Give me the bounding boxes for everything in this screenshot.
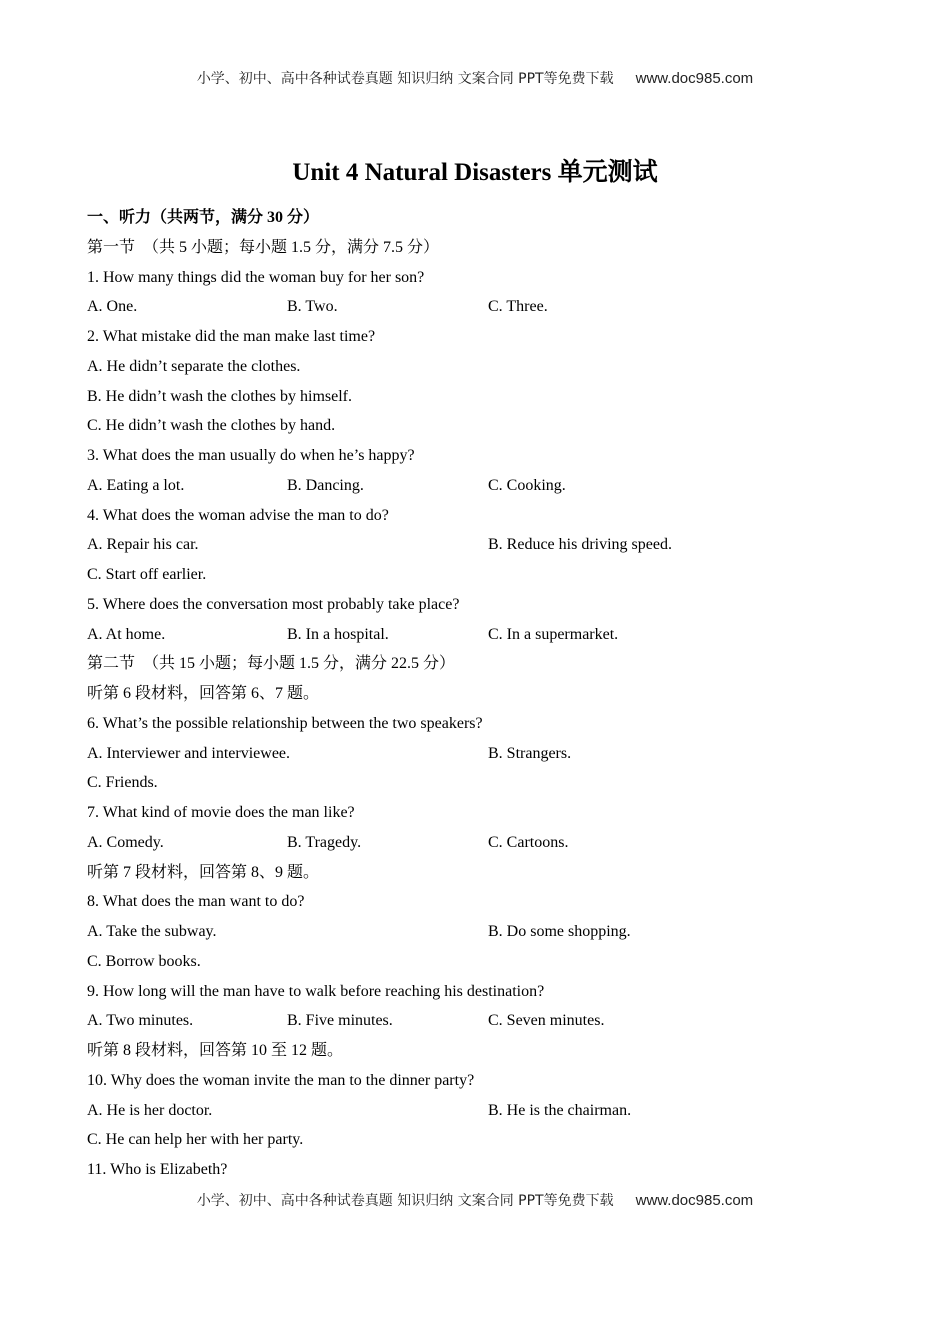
option-b: B. He is the chairman.: [488, 1101, 632, 1119]
question-stem: 4. What does the woman advise the man to do?: [87, 506, 389, 524]
option-row: [87, 530, 887, 560]
option-b: B. Dancing.: [287, 476, 364, 494]
part-heading: 第一节 （共 5 小题；每小题 1.5 分，满分 7.5 分）: [87, 238, 440, 256]
page-header: [0, 68, 950, 88]
option-row: [87, 828, 887, 858]
option-row: [87, 471, 887, 501]
option-a: A. Comedy.: [87, 833, 164, 851]
option-a: A. Eating a lot.: [87, 476, 185, 494]
header-text: 小学、初中、高中各种试卷真题 知识归纳 文案合同 PPT等免费下载: [196, 71, 614, 87]
option-row: [87, 620, 887, 650]
listening-instruction: 听第 6 段材料，回答第 6、7 题。: [87, 685, 320, 702]
option-a: A. Interviewer and interviewee.: [87, 744, 291, 762]
option-row: [87, 917, 887, 947]
option-c: C. Cooking.: [488, 476, 566, 494]
question-stem: 8. What does the man want to do?: [87, 893, 305, 911]
listening-instruction: 听第 7 段材料，回答第 8、9 题。: [87, 863, 320, 881]
option-b: B. Two.: [287, 298, 338, 316]
option-a: A. Take the subway.: [87, 923, 217, 940]
part-heading: 第二节 （共 15 小题；每小题 1.5 分，满分 22.5 分）: [87, 655, 456, 673]
option-row: [87, 1006, 887, 1036]
option-a: A. Two minutes.: [87, 1012, 194, 1030]
option-b: B. Reduce his driving speed.: [488, 536, 672, 554]
option-b: B. Tragedy.: [287, 833, 362, 851]
question-stem: 11. Who is Elizabeth?: [87, 1161, 228, 1178]
option-c: C. In a supermarket.: [488, 625, 619, 643]
option-row: [87, 739, 887, 769]
option-c: C. Start off earlier.: [87, 566, 207, 583]
exam-content: [87, 203, 887, 1185]
question-stem: 2. What mistake did the man make last time?: [87, 328, 376, 345]
option-c: C. He didn’t wash the clothes by hand.: [87, 417, 336, 435]
option-c: C. Cartoons.: [488, 833, 569, 851]
footer-text: 小学、初中、高中各种试卷真题 知识归纳 文案合同 PPT等免费下载: [196, 1193, 614, 1209]
page-footer: [0, 1190, 950, 1210]
option-a: A. Repair his car.: [87, 536, 199, 554]
option-a: A. He didn’t separate the clothes.: [87, 357, 301, 375]
option-row: [87, 292, 887, 322]
option-b: B. Five minutes.: [287, 1012, 393, 1030]
option-row: [87, 1096, 887, 1126]
option-c: C. Friends.: [87, 774, 158, 792]
option-a: A. At home.: [87, 625, 166, 643]
option-b: B. In a hospital.: [287, 625, 389, 643]
header-url[interactable]: www.doc985.com: [635, 70, 754, 87]
option-c: C. Three.: [488, 298, 548, 316]
question-stem: 1. How many things did the woman buy for her son?: [87, 268, 425, 286]
option-c: C. He can help her with her party.: [87, 1131, 304, 1149]
page-title: Unit 4 Natural Disasters 单元测试: [292, 159, 658, 186]
option-b: B. He didn’t wash the clothes by himself.: [87, 387, 352, 405]
question-stem: 3. What does the man usually do when he’s happy?: [87, 447, 415, 464]
question-stem: 5. Where does the conversation most probably take place?: [87, 595, 460, 613]
option-a: A. One.: [87, 298, 138, 316]
option-b: B. Do some shopping.: [488, 923, 631, 940]
question-stem: 6. What’s the possible relationship between the two speakers?: [87, 714, 483, 732]
question-stem: 10. Why does the woman invite the man to the dinner party?: [87, 1071, 475, 1089]
section-heading: 一、听力（共两节，满分 30 分）: [87, 209, 320, 226]
option-a: A. He is her doctor.: [87, 1101, 213, 1119]
footer-url[interactable]: www.doc985.com: [635, 1192, 754, 1209]
option-b: B. Strangers.: [488, 744, 572, 762]
question-stem: 9. How long will the man have to walk before reaching his destination?: [87, 982, 545, 1000]
question-stem: 7. What kind of movie does the man like?: [87, 804, 355, 821]
option-c: C. Borrow books.: [87, 952, 201, 970]
listening-instruction: 听第 8 段材料，回答第 10 至 12 题。: [87, 1042, 344, 1059]
option-c: C. Seven minutes.: [488, 1012, 605, 1030]
